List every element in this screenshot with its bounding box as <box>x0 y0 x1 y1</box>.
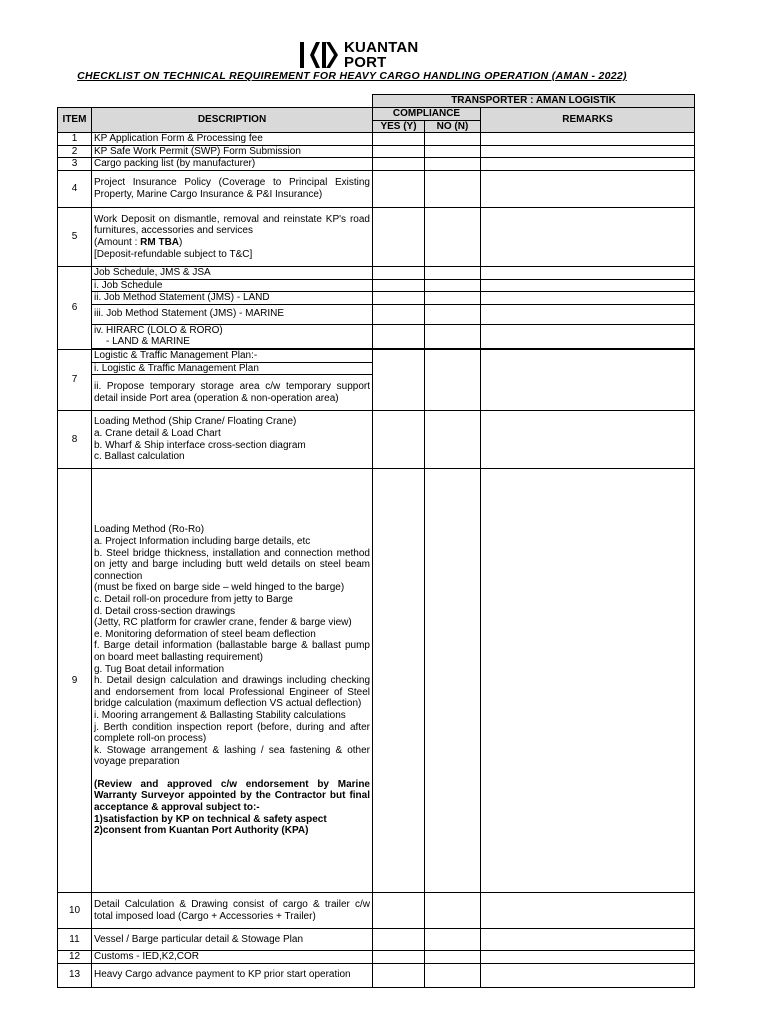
logo-line-1: KUANTAN <box>344 39 419 56</box>
compliance-header: COMPLIANCE <box>373 107 481 120</box>
sub-item: i. Logistic & Traffic Management Plan <box>92 362 373 375</box>
table-row <box>58 411 695 469</box>
transporter-header: TRANSPORTER : AMAN LOGISTIK <box>373 95 695 108</box>
no-cell[interactable] <box>425 349 481 410</box>
table-row <box>58 207 695 266</box>
no-cell[interactable] <box>425 951 481 964</box>
item-description <box>92 207 373 266</box>
no-cell[interactable] <box>425 292 481 305</box>
remarks-cell[interactable] <box>481 411 695 469</box>
review-condition-2: 2)consent from Kuantan Port Authority (KPA) <box>94 825 309 837</box>
sub-item: ii. Job Method Statement (JMS) - LAND <box>92 292 373 305</box>
roro-g: g. Tug Boat detail information <box>94 663 225 675</box>
deposit-note: [Deposit-refundable subject to T&C] <box>94 248 253 260</box>
crane-detail: a. Crane detail & Load Chart <box>94 428 221 440</box>
yes-header: YES (Y) <box>373 120 425 133</box>
item-description <box>92 411 373 469</box>
yes-cell[interactable] <box>373 266 425 279</box>
item-description: Logistic & Traffic Management Plan:- <box>92 349 373 362</box>
remarks-cell[interactable] <box>481 893 695 929</box>
item-number: 9 <box>58 469 92 893</box>
yes-cell[interactable] <box>373 133 425 146</box>
yes-cell[interactable] <box>373 207 425 266</box>
deposit-amount <box>94 237 370 249</box>
remarks-cell[interactable] <box>481 133 695 146</box>
no-cell[interactable] <box>425 133 481 146</box>
table-row <box>58 349 695 362</box>
item-description: KP Application Form & Processing fee <box>92 133 373 146</box>
item-description: KP Safe Work Permit (SWP) Form Submission <box>92 145 373 158</box>
no-cell[interactable] <box>425 893 481 929</box>
item-number: 6 <box>58 266 92 349</box>
yes-cell[interactable] <box>373 963 425 987</box>
yes-cell[interactable] <box>373 349 425 410</box>
document-title: CHECKLIST ON TECHNICAL REQUIREMENT FOR HEAVY CARGO HANDLING OPERATION (AMAN - 2022) <box>77 70 627 82</box>
table-row <box>58 469 695 893</box>
item-number: 8 <box>58 411 92 469</box>
roro-b: b. Steel bridge thickness, installation and connection method on jetty and barge including butt weld details on steel beam connection <box>94 547 370 582</box>
sub-item: ii. Propose temporary storage area c/w temporary support detail inside Port area (operation & non-operation area) <box>92 375 373 411</box>
roro-d: d. Detail cross-section drawings <box>94 605 236 617</box>
yes-cell[interactable] <box>373 411 425 469</box>
kuantan-port-logo <box>300 38 418 72</box>
roro-h: h. Detail design calculation and drawings including checking and endorsement from local Professional Engineer of Steel bridge calculation (maximum deflection VS actual deflection) <box>94 675 370 710</box>
remarks-header: REMARKS <box>481 107 695 133</box>
no-cell[interactable] <box>425 469 481 893</box>
amount-value: RM TBA <box>140 236 180 248</box>
roro-d-note: (Jetty, RC platform for crawler crane, fender & barge view) <box>94 617 352 629</box>
interface-diagram: b. Wharf & Ship interface cross-section diagram <box>94 439 306 451</box>
no-cell[interactable] <box>425 963 481 987</box>
table-row <box>58 963 695 987</box>
sub-item-iv: iv. HIRARC (LOLO & RORO) <box>94 324 223 336</box>
remarks-cell[interactable] <box>481 266 695 279</box>
table-row <box>58 158 695 171</box>
kp-logo-icon <box>300 42 338 68</box>
item-number: 12 <box>58 951 92 964</box>
ballast-calc: c. Ballast calculation <box>94 451 185 463</box>
yes-cell[interactable] <box>373 893 425 929</box>
remarks-cell[interactable] <box>481 145 695 158</box>
yes-cell[interactable] <box>373 304 425 324</box>
table-row <box>58 145 695 158</box>
table-row <box>58 266 695 279</box>
roro-c: c. Detail roll-on procedure from jetty to Barge <box>94 593 293 605</box>
remarks-cell[interactable] <box>481 963 695 987</box>
item-description: Heavy Cargo advance payment to KP prior start operation <box>92 963 373 987</box>
remarks-cell[interactable] <box>481 469 695 893</box>
item-number: 1 <box>58 133 92 146</box>
yes-cell[interactable] <box>373 292 425 305</box>
item-description <box>92 469 373 893</box>
remarks-cell[interactable] <box>481 929 695 951</box>
item-number: 10 <box>58 893 92 929</box>
item-number: 7 <box>58 349 92 410</box>
no-cell[interactable] <box>425 324 481 348</box>
roro-e: e. Monitoring deformation of steel beam deflection <box>94 628 316 640</box>
yes-cell[interactable] <box>373 324 425 348</box>
no-cell[interactable] <box>425 411 481 469</box>
description-header: DESCRIPTION <box>92 107 373 133</box>
yes-cell[interactable] <box>373 279 425 292</box>
item-description: Vessel / Barge particular detail & Stowage Plan <box>92 929 373 951</box>
review-note: (Review and approved c/w endorsement by Marine Warranty Surveyor appointed by the Contractor but final acceptance & approval subject to:- <box>94 778 370 814</box>
logo-text <box>344 40 418 70</box>
yes-cell[interactable] <box>373 145 425 158</box>
remarks-cell[interactable] <box>481 158 695 171</box>
item-description: Project Insurance Policy (Coverage to Principal Existing Property, Marine Cargo Insurance & P&I Insurance) <box>92 170 373 207</box>
no-cell[interactable] <box>425 279 481 292</box>
table-row <box>58 893 695 929</box>
roro-b-note: (must be fixed on barge side – weld hinged to the barge) <box>94 582 345 594</box>
logo-line-2: PORT <box>344 54 387 71</box>
no-header: NO (N) <box>425 120 481 133</box>
remarks-cell[interactable] <box>481 292 695 305</box>
roro-f: f. Barge detail information (ballastable barge & ballast pump on board meet ballasting requirement) <box>94 640 370 663</box>
sub-item: iii. Job Method Statement (JMS) - MARINE <box>92 304 373 324</box>
remarks-cell[interactable] <box>481 304 695 324</box>
remarks-cell[interactable] <box>481 349 695 410</box>
remarks-cell[interactable] <box>481 951 695 964</box>
remarks-cell[interactable] <box>481 324 695 348</box>
no-cell[interactable] <box>425 145 481 158</box>
item-number: 2 <box>58 145 92 158</box>
yes-cell[interactable] <box>373 951 425 964</box>
sub-item-iv-note: - LAND & MARINE <box>106 336 190 348</box>
yes-cell[interactable] <box>373 158 425 171</box>
review-condition-1: 1)satisfaction by KP on technical & safety aspect <box>94 813 327 825</box>
item-number: 3 <box>58 158 92 171</box>
roro-method: Loading Method (Ro-Ro) <box>94 524 205 536</box>
item-header: ITEM <box>58 107 92 133</box>
roro-k: k. Stowage arrangement & lashing / sea fastening & other voyage preparation <box>94 744 370 768</box>
remarks-cell[interactable] <box>481 207 695 266</box>
no-cell[interactable] <box>425 266 481 279</box>
table-row <box>58 929 695 951</box>
remarks-cell[interactable] <box>481 279 695 292</box>
yes-cell[interactable] <box>373 469 425 893</box>
table-row <box>58 170 695 207</box>
item-description: Detail Calculation & Drawing consist of cargo & trailer c/w total imposed load (Cargo + Accessories + Trailer) <box>92 893 373 929</box>
table-row <box>58 951 695 964</box>
item-number: 13 <box>58 963 92 987</box>
roro-i: i. Mooring arrangement & Ballasting Stability calculations <box>94 709 346 721</box>
remarks-cell[interactable] <box>481 170 695 207</box>
item-description: Customs - IED,K2,COR <box>92 951 373 964</box>
sub-item <box>92 324 373 348</box>
item-description: Cargo packing list (by manufacturer) <box>92 158 373 171</box>
no-cell[interactable] <box>425 929 481 951</box>
no-cell[interactable] <box>425 304 481 324</box>
table-row <box>58 133 695 146</box>
roro-j: j. Berth condition inspection report (before, during and after complete roll-on process) <box>94 721 370 745</box>
yes-cell[interactable] <box>373 929 425 951</box>
item-number: 5 <box>58 207 92 266</box>
no-cell[interactable] <box>425 170 481 207</box>
no-cell[interactable] <box>425 207 481 266</box>
item-number: 4 <box>58 170 92 207</box>
deposit-text: Work Deposit on dismantle, removal and reinstate KP's road furnitures, accessories and services <box>94 213 370 237</box>
no-cell[interactable] <box>425 158 481 171</box>
yes-cell[interactable] <box>373 170 425 207</box>
checklist-table <box>57 94 695 988</box>
item-number: 11 <box>58 929 92 951</box>
amount-label: (Amount : <box>94 236 141 248</box>
roro-a: a. Project Information including barge details, etc <box>94 536 311 547</box>
amount-close: ) <box>179 236 183 248</box>
crane-method: Loading Method (Ship Crane/ Floating Crane) <box>94 416 297 428</box>
sub-item: i. Job Schedule <box>92 279 373 292</box>
item-description: Job Schedule, JMS & JSA <box>92 266 373 279</box>
